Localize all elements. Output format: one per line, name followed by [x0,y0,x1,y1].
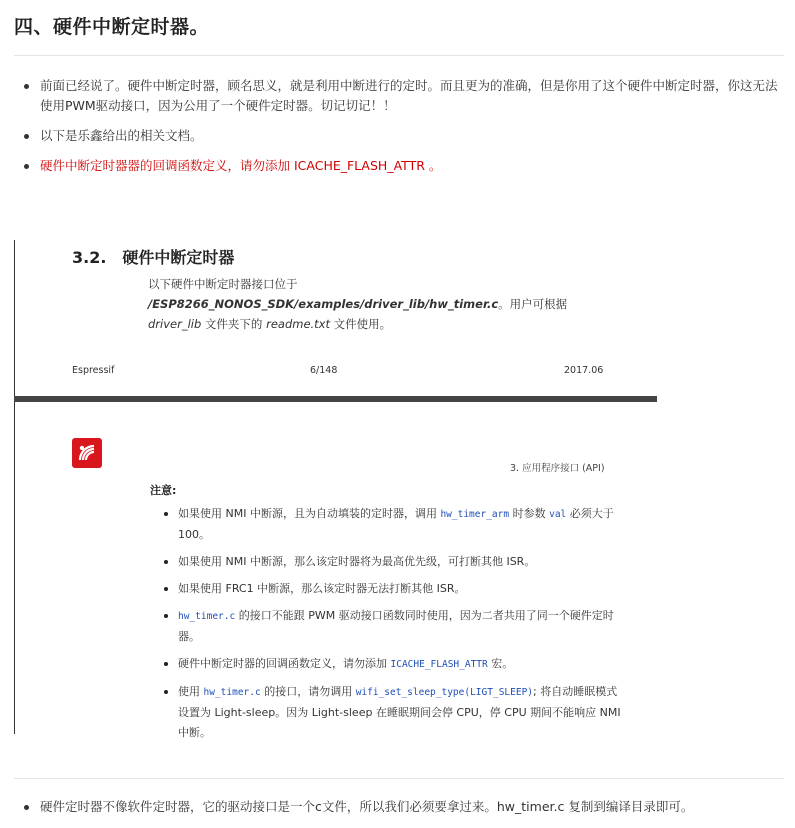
note-item: hw_timer.c 的接口不能跟 PWM 驱动接口函数同时使用，因为二者共用了同一个硬件定时器。 [162,606,622,647]
outro-list [22,797,782,827]
list-item: 以下是乐鑫给出的相关文档。 [22,126,782,146]
note-item: 硬件中断定时器的回调函数定义，请勿添加 ICACHE_FLASH_ATTR 宏。 [162,654,622,675]
note-item: 如果使用 NMI 中断源，且为自动填装的定时器，调用 hw_timer_arm 时参数 val 必须大于 100。 [162,504,622,545]
page-separator-bar [14,396,657,402]
doc-footer-date: 2017.06 [564,365,604,376]
top-divider [14,55,784,56]
section-heading: 四、硬件中断定时器。 [14,16,210,38]
espressif-logo-icon [72,438,102,468]
doc-section-name: 硬件中断定时器 [122,248,235,267]
doc-left-rule [14,240,15,734]
warning-item: 硬件中断定时器器的回调函数定义，请勿添加 ICACHE_FLASH_ATTR 。 [22,156,782,176]
embedded-doc-image [14,240,659,739]
doc-chapter-label: 3. 应用程序接口 (API) [510,463,605,474]
note-item: 如果使用 FRC1 中断源，那么该定时器无法打断其他 ISR。 [162,579,622,599]
intro-list [22,76,782,186]
doc-note-title: 注意: [150,484,177,497]
doc-path: /ESP8266_NONOS_SDK/examples/driver_lib/hw_timer.c [148,297,499,311]
doc-section-title [72,245,234,268]
doc-dir: driver_lib [148,317,202,331]
doc-notes-list [162,504,622,750]
bottom-divider [14,778,784,779]
note-item: 如果使用 NMI 中断源，那么该定时器将为最高优先级，可打断其他 ISR。 [162,552,622,572]
doc-footer-company: Espressif [72,365,115,376]
doc-file: readme.txt [266,317,331,331]
list-item: 硬件定时器不像软件定时器，它的驱动接口是一个c文件，所以我们必须要拿过来。hw_timer.c 复制到编译目录即可。 [22,797,782,817]
doc-intro-text: 以下硬件中断定时器接口位于 /ESP8266_NONOS_SDK/examples/driver_lib/hw_timer.c。用户可根据 driver_lib 文件夹下的 readme.txt 文件使用。 [148,277,568,331]
doc-section-number: 3.2. [72,248,107,267]
list-item: 前面已经说了。硬件中断定时器，顾名思义，就是利用中断进行的定时。而且更为的准确，但是你用了这个硬件中断定时器，你这无法使用PWM驱动接口，因为公用了一个硬件定时器。切记切记！！ [22,76,782,116]
doc-footer-page: 6/148 [310,365,338,376]
note-item: 使用 hw_timer.c 的接口，请勿调用 wifi_set_sleep_type(LIGT_SLEEP); 将自动睡眠模式设置为 Light-sleep。因为 Light-sleep 在睡眠期间会停 CPU，停 CPU 期间不能响应 NMI 中断。 [162,682,622,743]
